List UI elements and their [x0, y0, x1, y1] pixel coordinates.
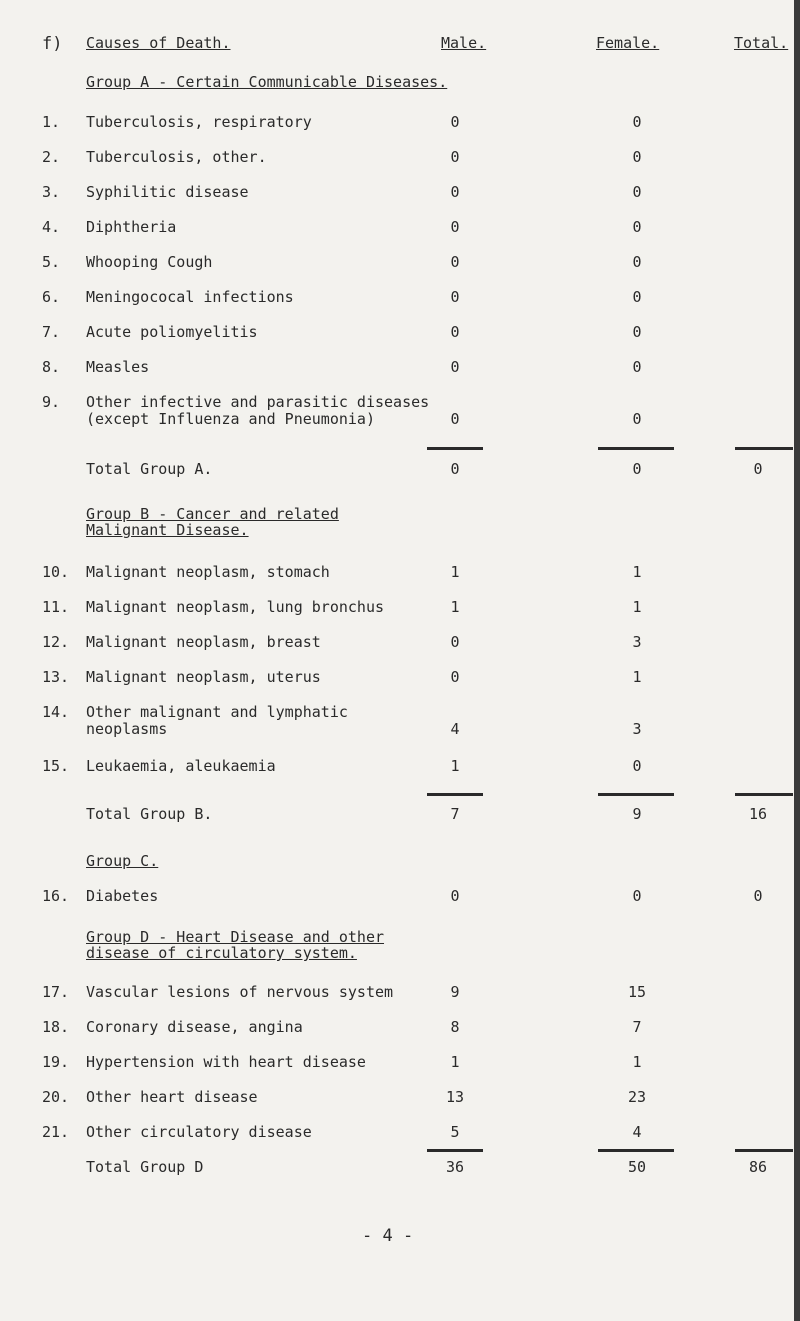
row-number: 12. — [42, 633, 70, 651]
group-a-title: Group A - Certain Communicable Diseases. — [86, 73, 448, 91]
row-number: 7. — [42, 323, 61, 341]
male-value: 1 — [450, 1053, 460, 1071]
male-value: 0 — [450, 148, 460, 166]
female-value: 0 — [632, 253, 642, 271]
male-value: 0 — [450, 323, 460, 341]
row-number: 20. — [42, 1088, 70, 1106]
female-value: 15 — [627, 983, 647, 1001]
row-label: Other malignant and lymphatic — [86, 703, 348, 721]
group-b-title: Group B - Cancer and related — [86, 505, 339, 523]
female-value: 1 — [632, 668, 642, 686]
row-label: Tuberculosis, other. — [86, 148, 267, 166]
female-value: 7 — [632, 1018, 642, 1036]
male-value: 0 — [450, 253, 460, 271]
row-label: Malignant neoplasm, stomach — [86, 563, 330, 581]
male-value: 0 — [450, 410, 460, 428]
male-value: 0 — [450, 358, 460, 376]
row-number: 16. — [42, 887, 70, 905]
row-label: Diphtheria — [86, 218, 177, 236]
row-number: 1. — [42, 113, 61, 131]
row-number: 21. — [42, 1123, 70, 1141]
row-label: Measles — [86, 358, 150, 376]
row-number: 4. — [42, 218, 61, 236]
male-subtotal-rule — [427, 1149, 483, 1152]
row-label: Other infective and parasitic diseases — [86, 393, 430, 411]
male-subtotal-rule — [427, 793, 483, 796]
row-label: Tuberculosis, respiratory — [86, 113, 312, 131]
row-label: Other circulatory disease — [86, 1123, 312, 1141]
female-subtotal-rule — [598, 1149, 674, 1152]
group-d-title-continued: disease of circulatory system. — [86, 944, 357, 962]
grand-total: 0 — [753, 887, 763, 905]
row-number: 10. — [42, 563, 70, 581]
row-label: Malignant neoplasm, lung bronchus — [86, 598, 385, 616]
row-label: Meningococal infections — [86, 288, 294, 306]
row-number: 8. — [42, 358, 61, 376]
female-value: 0 — [632, 410, 642, 428]
row-number: 18. — [42, 1018, 70, 1036]
male-total: 0 — [450, 460, 460, 478]
male-value: 0 — [450, 218, 460, 236]
male-value: 0 — [450, 887, 460, 905]
group-d-title: Group D - Heart Disease and other — [86, 928, 385, 946]
row-label-continued: (except Influenza and Pneumonia) — [86, 410, 375, 428]
female-total: 9 — [632, 805, 642, 823]
female-total: 50 — [627, 1158, 647, 1176]
causes-header: Causes of Death. — [86, 34, 231, 52]
female-value: 1 — [632, 1053, 642, 1071]
grand-total: 16 — [748, 805, 768, 823]
male-value: 0 — [450, 113, 460, 131]
male-value: 4 — [450, 720, 460, 738]
male-value: 0 — [450, 183, 460, 201]
grand-total: 0 — [753, 460, 763, 478]
male-total: 36 — [445, 1158, 465, 1176]
male-total: 7 — [450, 805, 460, 823]
row-label: Syphilitic disease — [86, 183, 249, 201]
total-subtotal-rule — [735, 447, 793, 450]
row-label: Whooping Cough — [86, 253, 213, 271]
row-number: 19. — [42, 1053, 70, 1071]
female-value: 4 — [632, 1123, 642, 1141]
female-value: 0 — [632, 887, 642, 905]
female-value: 0 — [632, 218, 642, 236]
row-label: Diabetes — [86, 887, 159, 905]
female-value: 0 — [632, 323, 642, 341]
male-value: 1 — [450, 757, 460, 775]
group-b-title-continued: Malignant Disease. — [86, 521, 249, 539]
female-value: 1 — [632, 598, 642, 616]
male-header: Male. — [441, 34, 487, 52]
total-subtotal-rule — [735, 1149, 793, 1152]
total-subtotal-rule — [735, 793, 793, 796]
female-value: 0 — [632, 757, 642, 775]
male-value: 0 — [450, 668, 460, 686]
female-value: 3 — [632, 720, 642, 738]
row-label-continued: neoplasms — [86, 720, 168, 738]
group-c-title: Group C. — [86, 852, 159, 870]
female-value: 0 — [632, 113, 642, 131]
total-label: Total Group B. — [86, 805, 213, 823]
male-value: 5 — [450, 1123, 460, 1141]
row-label: Hypertension with heart disease — [86, 1053, 366, 1071]
row-label: Leukaemia, aleukaemia — [86, 757, 276, 775]
female-value: 1 — [632, 563, 642, 581]
row-number: 13. — [42, 668, 70, 686]
female-total: 0 — [632, 460, 642, 478]
female-subtotal-rule — [598, 447, 674, 450]
row-label: Other heart disease — [86, 1088, 258, 1106]
row-number: 17. — [42, 983, 70, 1001]
male-value: 8 — [450, 1018, 460, 1036]
page-number: - 4 - — [362, 1226, 414, 1246]
row-number: 15. — [42, 757, 70, 775]
female-subtotal-rule — [598, 793, 674, 796]
page-edge-shadow — [794, 0, 800, 1321]
male-value: 9 — [450, 983, 460, 1001]
female-header: Female. — [596, 34, 660, 52]
female-value: 3 — [632, 633, 642, 651]
row-number: 9. — [42, 393, 61, 411]
row-number: 6. — [42, 288, 61, 306]
row-label: Coronary disease, angina — [86, 1018, 303, 1036]
row-label: Acute poliomyelitis — [86, 323, 258, 341]
total-header: Total. — [734, 34, 789, 52]
male-value: 13 — [445, 1088, 465, 1106]
female-value: 0 — [632, 183, 642, 201]
total-label: Total Group A. — [86, 460, 213, 478]
row-number: 11. — [42, 598, 70, 616]
row-label: Malignant neoplasm, uterus — [86, 668, 321, 686]
row-number: 14. — [42, 703, 70, 721]
male-value: 1 — [450, 563, 460, 581]
row-number: 2. — [42, 148, 61, 166]
female-value: 0 — [632, 358, 642, 376]
female-value: 23 — [627, 1088, 647, 1106]
row-number: 5. — [42, 253, 61, 271]
total-label: Total Group D — [86, 1158, 204, 1176]
row-label: Vascular lesions of nervous system — [86, 983, 394, 1001]
row-label: Malignant neoplasm, breast — [86, 633, 321, 651]
male-value: 1 — [450, 598, 460, 616]
grand-total: 86 — [748, 1158, 768, 1176]
male-value: 0 — [450, 288, 460, 306]
female-value: 0 — [632, 148, 642, 166]
row-number: 3. — [42, 183, 61, 201]
female-value: 0 — [632, 288, 642, 306]
section-marker: f) — [42, 34, 63, 54]
male-value: 0 — [450, 633, 460, 651]
male-subtotal-rule — [427, 447, 483, 450]
